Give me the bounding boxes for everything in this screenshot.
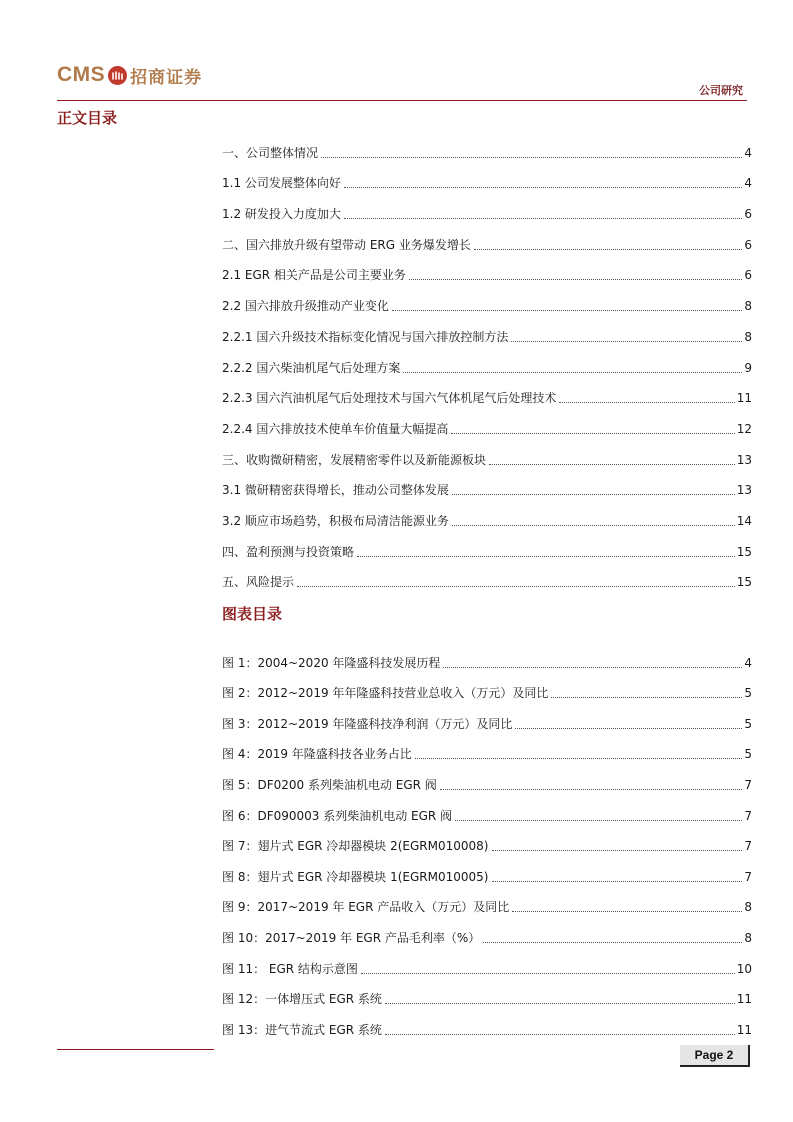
figure-entry-page: 7 — [744, 777, 752, 792]
toc-entry[interactable] — [222, 437, 752, 468]
toc-entry-page: 14 — [736, 513, 752, 528]
dot-leader — [474, 249, 743, 250]
toc-entry[interactable] — [222, 560, 752, 591]
toc-entry-text: 2.1 EGR 相关产品是公司主要业务 — [222, 268, 406, 283]
toc-entry-text: 五、风险提示 — [222, 575, 295, 590]
toc-entry[interactable] — [222, 222, 752, 253]
figure-entry-text: 图 13：进气节流式 EGR 系统 — [222, 1022, 382, 1037]
dot-leader — [409, 279, 742, 280]
figure-entry-page: 7 — [744, 808, 752, 823]
figure-entry[interactable] — [222, 671, 752, 702]
toc-entry-text: 2.2 国六排放升级推动产业变化 — [222, 299, 389, 314]
toc-entry-page: 13 — [736, 452, 752, 467]
figure-entry-page: 8 — [744, 900, 752, 915]
dot-leader — [357, 556, 735, 557]
dot-leader — [321, 157, 742, 158]
figure-entry-text: 图 5：DF0200 系列柴油机电动 EGR 阀 — [222, 777, 437, 792]
dot-leader — [344, 218, 742, 219]
toc-entry[interactable] — [222, 468, 752, 499]
figure-entry-text: 图 7：翅片式 EGR 冷却器模块 2(EGRM010008) — [222, 839, 489, 854]
figure-entry-page: 5 — [744, 686, 752, 701]
toc-entry-text: 二、国六排放升级有望带动 ERG 业务爆发增长 — [222, 237, 471, 252]
figure-entry-text: 图 2：2012~2019 年年隆盛科技营业总收入（万元）及同比 — [222, 686, 549, 701]
toc-entry-page: 8 — [744, 329, 752, 344]
toc-entry-page: 4 — [744, 145, 752, 160]
dot-leader — [559, 402, 734, 403]
dot-leader — [492, 850, 743, 851]
figure-entry-text: 图 4：2019 年隆盛科技各业务占比 — [222, 747, 412, 762]
page-number-badge: Page 2 — [680, 1045, 750, 1067]
toc-entry-text: 2.2.1 国六升级技术指标变化情况与国六排放控制方法 — [222, 329, 509, 344]
dot-leader — [392, 310, 742, 311]
logo-cn-text: 招商证券 — [130, 67, 203, 88]
figure-entry-text: 图 9：2017~2019 年 EGR 产品收入（万元）及同比 — [222, 900, 510, 915]
logo-emblem-icon — [108, 66, 127, 85]
toc-entry[interactable] — [222, 376, 752, 407]
figure-toc-list — [222, 640, 752, 1038]
dot-leader — [515, 728, 742, 729]
report-type-label: 公司研究 — [699, 84, 743, 97]
cms-logo — [57, 62, 202, 88]
figure-entry-text: 图 1：2004~2020 年隆盛科技发展历程 — [222, 655, 441, 670]
main-toc-list — [222, 130, 752, 590]
toc-entry-page: 6 — [744, 268, 752, 283]
toc-entry[interactable] — [222, 191, 752, 222]
dot-leader — [455, 820, 742, 821]
dot-leader — [452, 494, 735, 495]
figure-entry-page: 10 — [736, 961, 752, 976]
toc-entry-text: 3.1 微研精密获得增长，推动公司整体发展 — [222, 483, 449, 498]
dot-leader — [344, 187, 742, 188]
toc-entry-text: 1.1 公司发展整体向好 — [222, 176, 341, 191]
dot-leader — [452, 525, 735, 526]
figure-entry[interactable] — [222, 946, 752, 977]
dot-leader — [492, 881, 743, 882]
toc-entry-text: 3.2 顺应市场趋势，积极布局清洁能源业务 — [222, 513, 449, 528]
dot-leader — [440, 789, 743, 790]
toc-entry-text: 一、公司整体情况 — [222, 145, 319, 160]
dot-leader — [403, 372, 742, 373]
toc-entry-page: 9 — [744, 360, 752, 375]
footer-divider — [57, 1049, 214, 1050]
dot-leader — [361, 973, 735, 974]
toc-entry-text: 2.2.2 国六柴油机尾气后处理方案 — [222, 360, 401, 375]
main-toc-title: 正文目录 — [57, 109, 118, 127]
dot-leader — [551, 697, 742, 698]
toc-entry-text: 三、收购微研精密，发展精密零件以及新能源板块 — [222, 452, 487, 467]
figure-entry-page: 8 — [744, 930, 752, 945]
logo-latin-text: CMS — [57, 63, 106, 86]
figure-entry-page: 7 — [744, 839, 752, 854]
dot-leader — [511, 341, 742, 342]
figure-entry-text: 图 8：翅片式 EGR 冷却器模块 1(EGRM010005) — [222, 869, 489, 884]
figure-entry-text: 图 6：DF090003 系列柴油机电动 EGR 阀 — [222, 808, 453, 823]
figure-toc-title: 图表目录 — [222, 605, 283, 623]
toc-entry-text: 2.2.3 国六汽油机尾气后处理技术与国六气体机尾气后处理技术 — [222, 391, 557, 406]
dot-leader — [415, 758, 743, 759]
toc-entry[interactable] — [222, 253, 752, 284]
dot-leader — [297, 586, 735, 587]
figure-entry-page: 11 — [736, 1022, 752, 1037]
toc-entry[interactable] — [222, 529, 752, 560]
toc-entry-page: 15 — [736, 544, 752, 559]
toc-entry-page: 4 — [744, 176, 752, 191]
page-header — [57, 60, 747, 102]
toc-entry-text: 2.2.4 国六排放技术使单车价值量大幅提高 — [222, 421, 449, 436]
toc-entry[interactable] — [222, 161, 752, 192]
figure-entry[interactable] — [222, 732, 752, 763]
dot-leader — [451, 433, 734, 434]
figure-entry[interactable] — [222, 977, 752, 1008]
toc-entry-page: 8 — [744, 299, 752, 314]
figure-entry-text: 图 12：一体增压式 EGR 系统 — [222, 992, 382, 1007]
figure-entry-page: 5 — [744, 747, 752, 762]
figure-entry-page: 11 — [736, 992, 752, 1007]
figure-entry-page: 5 — [744, 716, 752, 731]
figure-entry[interactable] — [222, 824, 752, 855]
toc-entry-page: 13 — [736, 483, 752, 498]
figure-entry[interactable] — [222, 915, 752, 946]
figure-entry[interactable] — [222, 854, 752, 885]
header-divider — [57, 100, 747, 101]
figure-entry-text: 图 10：2017~2019 年 EGR 产品毛利率（%） — [222, 930, 481, 945]
figure-entry[interactable] — [222, 701, 752, 732]
figure-entry[interactable] — [222, 793, 752, 824]
dot-leader — [512, 911, 742, 912]
toc-entry[interactable] — [222, 130, 752, 161]
toc-entry-text: 四、盈利预测与投资策略 — [222, 544, 355, 559]
toc-entry[interactable] — [222, 406, 752, 437]
dot-leader — [489, 464, 735, 465]
figure-entry[interactable] — [222, 762, 752, 793]
toc-entry-page: 6 — [744, 237, 752, 252]
figure-entry[interactable] — [222, 1007, 752, 1038]
toc-entry-text: 1.2 研发投入力度加大 — [222, 207, 341, 222]
toc-entry-page: 6 — [744, 207, 752, 222]
toc-entry[interactable] — [222, 498, 752, 529]
figure-entry-text: 图 11： EGR 结构示意图 — [222, 961, 358, 976]
dot-leader — [385, 1034, 735, 1035]
toc-entry[interactable] — [222, 314, 752, 345]
figure-entry-page: 4 — [744, 655, 752, 670]
dot-leader — [385, 1003, 735, 1004]
dot-leader — [483, 942, 742, 943]
dot-leader — [443, 667, 742, 668]
figure-entry[interactable] — [222, 640, 752, 671]
toc-entry-page: 15 — [736, 575, 752, 590]
figure-entry-text: 图 3：2012~2019 年隆盛科技净利润（万元）及同比 — [222, 716, 513, 731]
figure-entry-page: 7 — [744, 869, 752, 884]
toc-entry[interactable] — [222, 283, 752, 314]
toc-entry-page: 11 — [736, 391, 752, 406]
figure-entry[interactable] — [222, 885, 752, 916]
toc-entry[interactable] — [222, 345, 752, 376]
toc-entry-page: 12 — [736, 421, 752, 436]
